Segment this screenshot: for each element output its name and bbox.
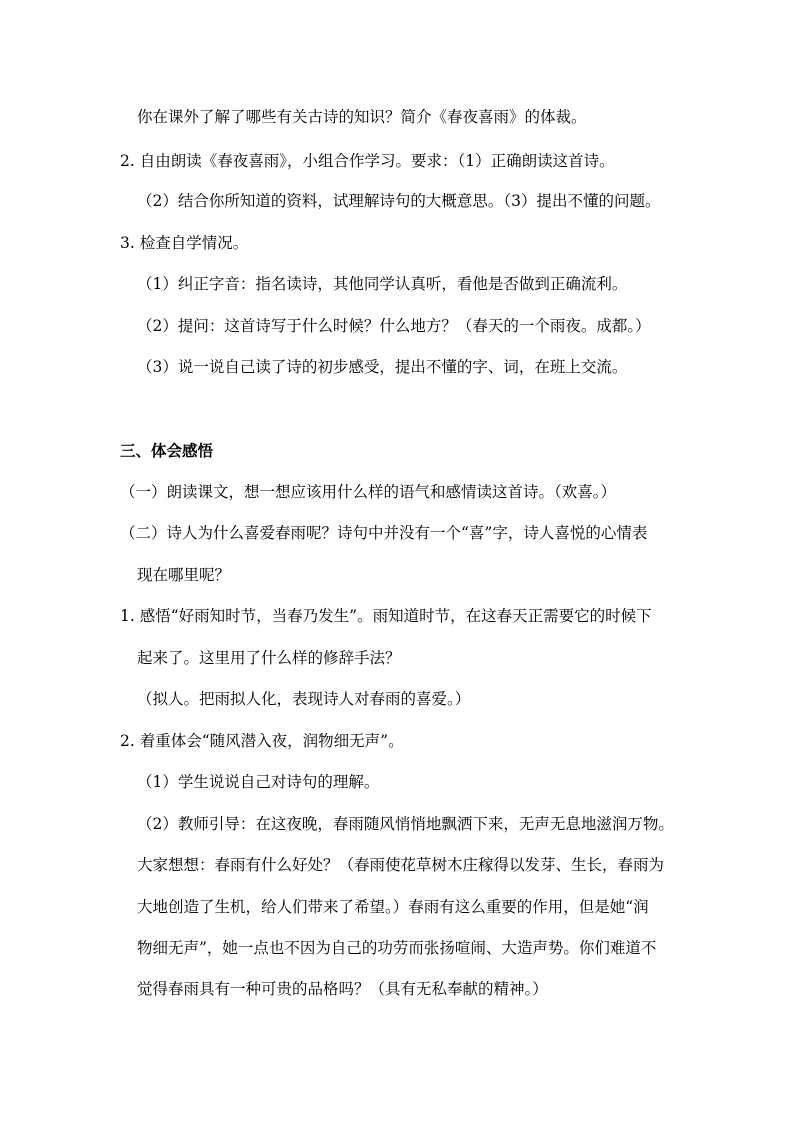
text-line: （1）纠正字音：指名读诗，其他同学认真听，看他是否做到正确流利。 [137,275,628,293]
section-heading: 三、体会感悟 [120,441,214,460]
text-line: （3）说一说自己读了诗的初步感受，提出不懂的字、词，在班上交流。 [137,358,628,376]
text-line: 起来了。这里用了什么样的修辞手法？ [137,649,401,667]
text-line: 物细无声”，她一点也不因为自己的功劳而张扬喧闹、大造声势。你们难道不 [137,939,657,957]
text-line: 现在哪里呢？ [137,566,231,584]
text-line: （拟人。把雨拟人化，表现诗人对春雨的喜爱。） [137,690,471,708]
text-line: 大家想想：春雨有什么好处？（春雨使花草树木庄稼得以发芽、生长，春雨为 [137,856,665,874]
text-line: （2）教师引导：在这夜晚，春雨随风悄悄地飘洒下来，无声无息地滋润万物。 [137,815,674,833]
text-line: （2）结合你所知道的资料，试理解诗句的大概意思。（3）提出不懂的问题。 [137,192,661,210]
text-line: 觉得春雨具有一种可贵的品格吗？（具有无私奉献的精神。） [137,980,548,998]
text-line: 你在课外了解了哪些有关古诗的知识？简介《春夜喜雨》的体裁。 [137,108,587,126]
text-line: 2. 自由朗读《春夜喜雨》，小组合作学习。要求：（1）正确朗读这首诗。 [120,152,615,170]
text-line: 大地创造了生机，给人们带来了希望。）春雨有这么重要的作用，但是她“润 [137,898,649,916]
text-line: 3. 检查自学情况。 [120,234,249,252]
text-line: （一）朗读课文，想一想应该用什么样的语气和感情读这首诗。（欢喜。） [120,483,617,501]
text-line: （2）提问：这首诗写于什么时候？什么地方？（春天的一个雨夜。成都。） [137,317,651,335]
text-line: 1. 感悟“好雨知时节，当春乃发生”。雨知道时节，在这春天正需要它的时候下 [120,607,652,625]
text-line: （1）学生说说自己对诗句的理解。 [137,773,380,791]
text-line: 2. 着重体会“随风潜入夜，润物细无声”。 [120,732,404,750]
text-line: （二）诗人为什么喜爱春雨呢？诗句中并没有一个“喜”字，诗人喜悦的心情表 [120,524,648,542]
